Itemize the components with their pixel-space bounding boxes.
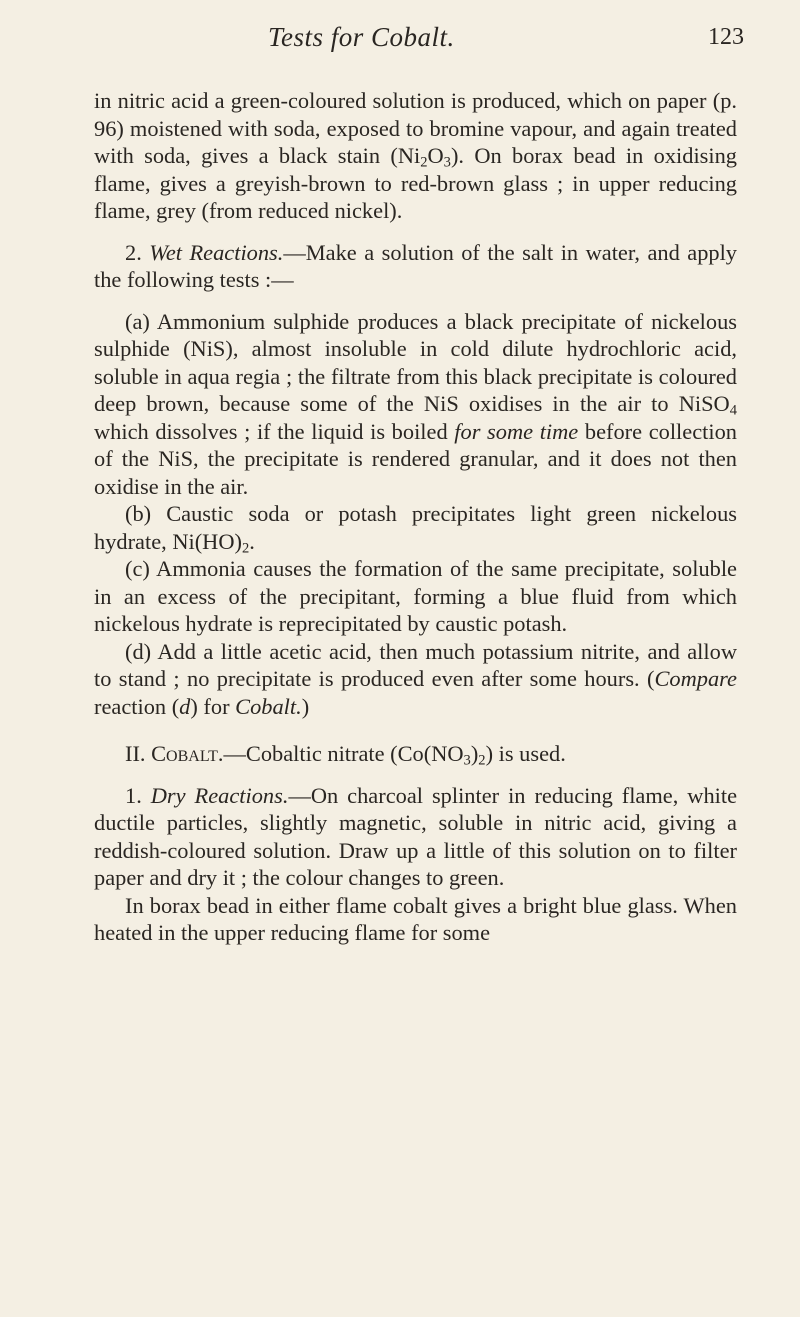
paragraph-cobalt-heading: II. Cobalt.—Cobaltic nitrate $(Co(NO_3)_2)$ is used. (125, 741, 566, 769)
running-title: Tests for Cobalt. (268, 22, 455, 52)
paragraph-borax-bead: In borax bead in either flame cobalt gives a bright blue glass. When heated in the upper reducing flame for some (94, 892, 737, 945)
paragraph-test-b: (b) Caustic soda or potash precipitates light green nickelous hydrate, $Ni(HO)_2$. (94, 501, 737, 557)
page-number: 123 (708, 24, 744, 50)
section-title: Dry Reactions. (150, 782, 289, 808)
page-body (94, 87, 737, 947)
paragraph-test-c: (c) Ammonia causes the formation of the same precipitate, soluble in an excess of the precipitant, forming a blue fluid from which nickelous hydrate is reprecipitated by caustic potash. (94, 556, 737, 636)
section-title: Wet Reactions. (149, 239, 284, 265)
paragraph-wet-reactions: 2. Wet Reactions.—Make a solution of the salt in water, and apply the following tests :— (94, 239, 738, 292)
paragraph-test-d: (d) Add a little acetic acid, then much potassium nitrite, and allow to stand ; no precipitate is produced even after some hours. (Compare reaction (d) for Cobalt.) (94, 638, 737, 719)
paragraph-nickel-continuation: in nitric acid a green-coloured solution is produced, which on paper (p. 96) moistened with soda, exposed to bromine vapour, and again treated with soda, gives a black stain $(Ni_2O_3)$. On borax bead in oxidising flame, gives a greyish-brown to red-brown glass ; in upper reducing flame, grey (from reduced nickel). (94, 88, 737, 223)
section-heading: Cobalt. (151, 741, 224, 766)
running-header (0, 16, 800, 56)
paragraph-test-a: (a) Ammonium sulphide produces a black precipitate of nickelous sulphide (NiS), almost insoluble in cold dilute hydrochloric acid, soluble in aqua regia ; the filtrate from this black precipitate is coloured deep brown, because some of the NiS oxidises in the air to NiSO$_4$ which dissolves ; if the liquid is boiled for some time before collection of the NiS, the precipitate is rendered granular, and it does not then oxidise in the air. (94, 308, 737, 499)
paragraph-dry-reactions: 1. Dry Reactions.—On charcoal splinter in reducing flame, white ductile particles, slightly magnetic, soluble in nitric acid, giving a reddish-coloured solution. Draw up a little of this solution on to filter paper and dry it ; the colour changes to green. (94, 782, 738, 890)
